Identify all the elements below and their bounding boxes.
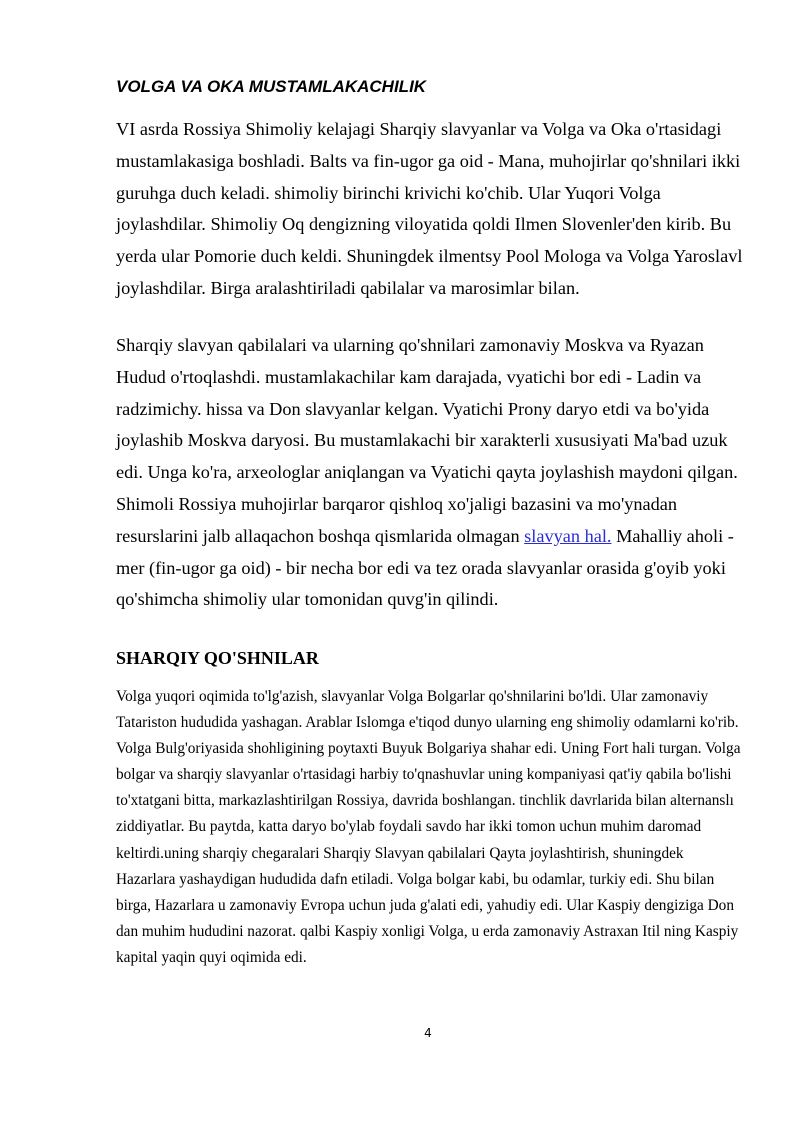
paragraph-colonization-north: VI asrda Rossiya Shimoliy kelajagi Sharqiy slavyanlar va Volga va Oka o'rtasidagi mustamlakasiga boshladi. Balts va fin-ugor ga oid - Mana, muhojirlar qo'shnilari ikki guruhga duch keladi. shimoliy birinchi krivichi ko'chib. Ular Yuqori Volga joylashdilar. Shimoliy Oq dengizning viloyatida qoldi Ilmen Slovenler'den kirib. Bu yerda ular Pomorie duch keldi. Shuningdek ilmentsy Pool Mologa va Volga Yaroslavl joylashdilar. Birga aralashtiriladi qabilalar va marosimlar bilan. bbox=[116, 119, 743, 298]
page-number: 4 bbox=[424, 1026, 432, 1040]
paragraph-colonization-tribes bbox=[116, 330, 748, 616]
section-heading-eastern-neighbors: SHARQIY QO'SHNILAR bbox=[116, 648, 319, 668]
paragraph-text-before-link: Sharqiy slavyan qabilalari va ularning qo'shnilari zamonaviy Moskva va Ryazan Hudud o'rtoqlashdi. mustamlakachilar kam darajada, vyatichi bor edi - Ladin va radzimichy. hissa va Don slavyanlar kelgan. Vyatichi Prony daryo etdi va bo'yida joylashib Moskva daryosi. Bu mustamlakachi bir xarakterli xususiyati Ma'bad uzuk edi. Unga ko'ra, arxeologlar aniqlangan va Vyatichi qayta joylashish maydoni qilgan. Shimoli Rossiya muhojirlar barqaror qishloq xo'jaligi bazasini va mo'ynadan resurslarini jalb allaqachon boshqa qismlarida olmagan bbox=[116, 335, 738, 546]
section-heading-volga-oka: VOLGA VA OKA MUSTAMLAKACHILIK bbox=[116, 77, 427, 96]
paragraph-text-after-link: Mahalliy aholi - mer (fin-ugor ga oid) - bir necha bor edi va tez orada slavyanlar orasida g'oyib yoki qo'shimcha shimoliy ular tomonidan quvg'in qilindi. bbox=[116, 525, 734, 610]
paragraph-eastern-neighbors: Volga yuqori oqimida to'lg'azish, slavyanlar Volga Bolgarlar qo'shnilarini bo'ldi. Ular zamonaviy Tatariston hududida yashagan. Arablar Islomga e'tiqod dunyo ularning eng shimoliy odamlarni ko'rib. Volga Bulg'oriyasida shohligining poytaxti Buyuk Bolgariya shahar edi. Uning Fort hali turgan. Volga bolgar va sharqiy slavyanlar o'rtasidagi harbiy to'qnashuvlar uning kompaniyasi qat'iy qabila bo'lishi to'xtatgani bitta, markazlashtirilgan Rossiya, davrida boshlangan. tinchlik davrlarida bilan alternanslı ziddiyatlar. Bu paytda, katta daryo bo'ylab foydali savdo har ikki tomon uchun muhim daromad keltirdi.uning sharqiy chegaralari Sharqiy Slavyan qabilalari Qayta joylashtirish, shuningdek Hazarlara yashaydigan hududida dafn etiladi. Volga bolgar kabi, bu odamlar, turkiy edi. Shu bilan birga, Hazarlara u zamonaviy Evropa uchun juda g'alati edi, yahudiy edi. Ular Kaspiy dengiziga Don dan muhim hududini nazorat. qalbi Kaspiy xonligi Volga, u erda zamonaviy Astraxan Itil ning Kaspiy kapital yaqin quyi oqimida edi. bbox=[116, 688, 741, 966]
slavyan-hal-link[interactable]: slavyan hal. bbox=[524, 525, 612, 546]
